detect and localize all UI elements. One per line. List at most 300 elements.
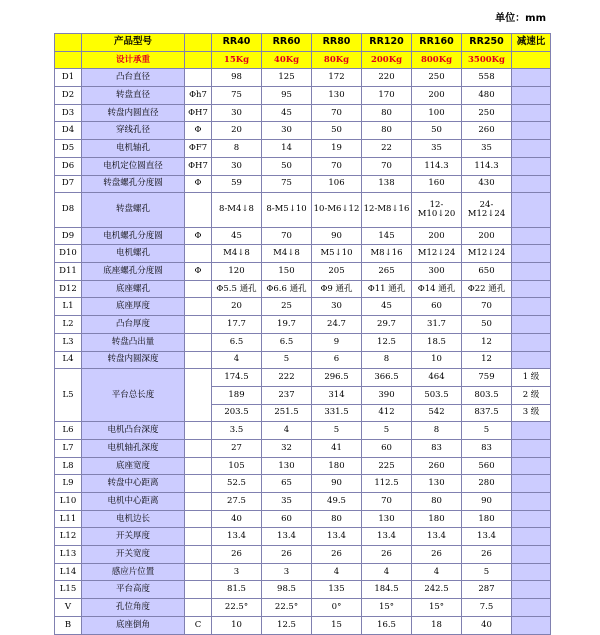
spec-row-l1	[55, 298, 551, 316]
row-value: 12	[462, 333, 512, 351]
row-value: 24.7	[312, 316, 362, 334]
row-tolerance	[185, 316, 212, 334]
row-value: 49.5	[312, 493, 362, 511]
row-code: D4	[55, 122, 82, 140]
row-name: 开关厚度	[82, 528, 185, 546]
row-value: 250	[412, 69, 462, 87]
spec-row-l10	[55, 493, 551, 511]
row-code: D11	[55, 263, 82, 281]
row-value: 50	[462, 316, 512, 334]
row-name: 底座螺孔	[82, 280, 185, 298]
spec-row-l13	[55, 546, 551, 564]
row-code: L10	[55, 493, 82, 511]
row-value: 30	[262, 122, 312, 140]
ratio-cell	[512, 422, 551, 440]
row-value: 205	[312, 263, 362, 281]
row-value: M4↓8	[212, 245, 262, 263]
row-value: Φ6.6 通孔	[262, 280, 312, 298]
row-tolerance	[185, 563, 212, 581]
row-tolerance: ΦH7	[185, 157, 212, 175]
row-value: 80	[362, 104, 412, 122]
row-value: 650	[462, 263, 512, 281]
spec-row-v	[55, 599, 551, 617]
row-code: D1	[55, 69, 82, 87]
row-value: 7.5	[462, 599, 512, 617]
row-value: 14	[262, 140, 312, 158]
row-value: Φ9 通孔	[312, 280, 362, 298]
row-value: 4	[262, 422, 312, 440]
row-value: 120	[212, 263, 262, 281]
ratio-cell	[512, 69, 551, 87]
row-value: Φ11 通孔	[362, 280, 412, 298]
row-value: 80	[312, 510, 362, 528]
load-value: 800Kg	[412, 51, 462, 69]
row-value: 29.7	[362, 316, 412, 334]
row-name: 电机定位圆直径	[82, 157, 185, 175]
row-value: 3.5	[212, 422, 262, 440]
row-name: 电机边长	[82, 510, 185, 528]
ratio-cell	[512, 475, 551, 493]
row-code: D2	[55, 87, 82, 105]
row-name: 转盘凸出量	[82, 333, 185, 351]
row-value: 759	[462, 369, 512, 387]
row-tolerance	[185, 510, 212, 528]
model-header-rr120: RR120	[362, 34, 412, 52]
spec-row-l7	[55, 439, 551, 457]
row-value: 184.5	[362, 581, 412, 599]
row-value: 98.5	[262, 581, 312, 599]
row-value: 27	[212, 439, 262, 457]
ratio-cell	[512, 316, 551, 334]
spec-row-d10	[55, 245, 551, 263]
row-value: M5↓10	[312, 245, 362, 263]
row-value: 200	[462, 227, 512, 245]
row-name: 感应片位置	[82, 563, 185, 581]
ratio-cell	[512, 280, 551, 298]
row-value: 50	[312, 122, 362, 140]
row-value: 8-M4↓8	[212, 193, 262, 228]
spec-row-d8	[55, 193, 551, 228]
ratio-cell	[512, 528, 551, 546]
spec-row-l15	[55, 581, 551, 599]
row-value: 59	[212, 175, 262, 193]
row-value: 50	[412, 122, 462, 140]
row-value: 237	[262, 386, 312, 404]
row-code: D12	[55, 280, 82, 298]
row-value: 560	[462, 457, 512, 475]
row-value: 10	[412, 351, 462, 369]
row-value: 45	[212, 227, 262, 245]
row-value: 130	[312, 87, 362, 105]
row-name: 孔位角度	[82, 599, 185, 617]
row-name: 穿线孔径	[82, 122, 185, 140]
row-tolerance	[185, 528, 212, 546]
row-value: 296.5	[312, 369, 362, 387]
row-value: 19	[312, 140, 362, 158]
row-value: 32	[262, 439, 312, 457]
row-code: L7	[55, 439, 82, 457]
row-value: 3	[212, 563, 262, 581]
row-value: 100	[412, 104, 462, 122]
spec-row-l4	[55, 351, 551, 369]
row-tolerance	[185, 193, 212, 228]
row-value: 52.5	[212, 475, 262, 493]
row-name: 转盘螺孔	[82, 193, 185, 228]
row-value: 12	[462, 351, 512, 369]
ratio-cell	[512, 51, 551, 69]
row-value: 8	[362, 351, 412, 369]
row-value: 60	[262, 510, 312, 528]
row-value: 105	[212, 457, 262, 475]
row-value: 70	[312, 104, 362, 122]
row-tolerance: Φ	[185, 122, 212, 140]
row-tolerance	[185, 546, 212, 564]
header-ratio-label: 减速比	[512, 34, 551, 52]
row-value: 81.5	[212, 581, 262, 599]
row-code: L15	[55, 581, 82, 599]
ratio-cell	[512, 510, 551, 528]
row-value: M8↓16	[362, 245, 412, 263]
row-value: 114.3	[412, 157, 462, 175]
row-name: 开关宽度	[82, 546, 185, 564]
row-value: 75	[212, 87, 262, 105]
row-value: 35	[412, 140, 462, 158]
row-tolerance: Φ	[185, 175, 212, 193]
row-value: 172	[312, 69, 362, 87]
row-value: 13.4	[312, 528, 362, 546]
ratio-cell	[512, 263, 551, 281]
load-value: 40Kg	[262, 51, 312, 69]
row-value: 180	[312, 457, 362, 475]
ratio-cell	[512, 193, 551, 228]
row-tolerance: Φh7	[185, 87, 212, 105]
ratio-cell	[512, 439, 551, 457]
row-value: 24-M12↓24	[462, 193, 512, 228]
row-code: L3	[55, 333, 82, 351]
row-name: 凸台直径	[82, 69, 185, 87]
row-value: 265	[362, 263, 412, 281]
row-value: 20	[212, 122, 262, 140]
row-value: 112.5	[362, 475, 412, 493]
row-value: 200	[412, 87, 462, 105]
row-code: L9	[55, 475, 82, 493]
row-name: 转盘直径	[82, 87, 185, 105]
row-value: 30	[212, 104, 262, 122]
row-value: 22.5°	[262, 599, 312, 617]
row-value: 5	[312, 422, 362, 440]
row-name: 转盘内圆直径	[82, 104, 185, 122]
ratio-cell	[512, 140, 551, 158]
row-value: 80	[412, 493, 462, 511]
row-value: 180	[412, 510, 462, 528]
spec-row-d3	[55, 104, 551, 122]
row-value: 27.5	[212, 493, 262, 511]
row-value: 18	[412, 616, 462, 634]
row-code: L1	[55, 298, 82, 316]
row-value: 6.5	[262, 333, 312, 351]
row-tolerance	[185, 475, 212, 493]
row-value: 412	[362, 404, 412, 422]
row-value: 135	[312, 581, 362, 599]
row-value: 222	[262, 369, 312, 387]
ratio-cell	[512, 227, 551, 245]
row-value: 40	[212, 510, 262, 528]
row-value: 35	[262, 493, 312, 511]
row-value: 83	[412, 439, 462, 457]
row-code: D7	[55, 175, 82, 193]
row-value: 26	[412, 546, 462, 564]
row-value: 366.5	[362, 369, 412, 387]
spec-row-d5	[55, 140, 551, 158]
load-value: 80Kg	[312, 51, 362, 69]
row-value: 300	[412, 263, 462, 281]
ratio-cell	[512, 546, 551, 564]
row-value: 45	[262, 104, 312, 122]
row-value: 430	[462, 175, 512, 193]
row-value: 9	[312, 333, 362, 351]
row-value: 50	[262, 157, 312, 175]
row-value: 125	[262, 69, 312, 87]
row-value: 70	[462, 298, 512, 316]
row-tolerance	[185, 457, 212, 475]
spec-row-l3	[55, 333, 551, 351]
row-name: 底座厚度	[82, 298, 185, 316]
row-tolerance: C	[185, 616, 212, 634]
row-code: L12	[55, 528, 82, 546]
row-value: 130	[412, 475, 462, 493]
row-name: 底座倒角	[82, 616, 185, 634]
row-name: 电机螺孔分度圆	[82, 227, 185, 245]
row-value: 26	[312, 546, 362, 564]
spec-row-l2	[55, 316, 551, 334]
row-code: L8	[55, 457, 82, 475]
row-value: M12↓24	[462, 245, 512, 263]
spec-row-d9	[55, 227, 551, 245]
row-value: 15	[312, 616, 362, 634]
row-value: 13.4	[212, 528, 262, 546]
row-name: 底座宽度	[82, 457, 185, 475]
spec-row-l8	[55, 457, 551, 475]
row-name: 电机中心距离	[82, 493, 185, 511]
ratio-cell	[512, 563, 551, 581]
row-tolerance: ΦH7	[185, 104, 212, 122]
ratio-cell	[512, 122, 551, 140]
load-blank-cell	[185, 51, 212, 69]
row-code: V	[55, 599, 82, 617]
row-code: L13	[55, 546, 82, 564]
row-value: 130	[262, 457, 312, 475]
row-value: 16.5	[362, 616, 412, 634]
row-tolerance: ΦF7	[185, 140, 212, 158]
spec-row-d1	[55, 69, 551, 87]
row-value: 6	[312, 351, 362, 369]
spec-row-d12	[55, 280, 551, 298]
row-tolerance	[185, 439, 212, 457]
spec-row-d7	[55, 175, 551, 193]
row-value: 12-M10↓20	[412, 193, 462, 228]
row-name: 转盘中心距离	[82, 475, 185, 493]
header-row	[55, 34, 551, 52]
row-tolerance	[185, 493, 212, 511]
row-value: 160	[412, 175, 462, 193]
row-code: D3	[55, 104, 82, 122]
row-value: 12.5	[362, 333, 412, 351]
spec-row-l11	[55, 510, 551, 528]
row-value: 12-M8↓16	[362, 193, 412, 228]
ratio-cell	[512, 616, 551, 634]
row-value: 260	[412, 457, 462, 475]
row-tolerance: Φ	[185, 263, 212, 281]
row-code: L4	[55, 351, 82, 369]
row-value: 4	[312, 563, 362, 581]
row-value: 90	[312, 227, 362, 245]
row-value: 558	[462, 69, 512, 87]
row-value: 6.5	[212, 333, 262, 351]
row-value: 220	[362, 69, 412, 87]
row-value: 130	[362, 510, 412, 528]
ratio-cell	[512, 333, 551, 351]
row-value: 90	[462, 493, 512, 511]
row-code: L5	[55, 369, 82, 422]
row-value: 30	[312, 298, 362, 316]
ratio-cell	[512, 157, 551, 175]
row-value: 18.5	[412, 333, 462, 351]
ratio-level: 3 级	[512, 404, 551, 422]
load-value: 3500Kg	[462, 51, 512, 69]
row-value: 95	[262, 87, 312, 105]
spec-row-d6	[55, 157, 551, 175]
row-value: 200	[412, 227, 462, 245]
row-value: 250	[462, 104, 512, 122]
row-tolerance	[185, 422, 212, 440]
row-value: 35	[462, 140, 512, 158]
load-value: 15Kg	[212, 51, 262, 69]
row-value: 203.5	[212, 404, 262, 422]
row-value: 60	[362, 439, 412, 457]
row-name: 电机螺孔	[82, 245, 185, 263]
row-code: D8	[55, 193, 82, 228]
spec-row-b	[55, 616, 551, 634]
spec-table	[54, 33, 551, 635]
row-value: 138	[362, 175, 412, 193]
row-value: 83	[462, 439, 512, 457]
row-value: 145	[362, 227, 412, 245]
row-value: 0°	[312, 599, 362, 617]
row-value: 41	[312, 439, 362, 457]
row-value: 8-M5↓10	[262, 193, 312, 228]
load-label: 设计承重	[82, 51, 185, 69]
row-tolerance	[185, 333, 212, 351]
spec-row-l5-1	[55, 369, 551, 387]
load-blank-cell	[55, 51, 82, 69]
row-value: 19.7	[262, 316, 312, 334]
spec-row-l12	[55, 528, 551, 546]
row-value: 75	[262, 175, 312, 193]
row-name: 电机凸台深度	[82, 422, 185, 440]
row-code: L11	[55, 510, 82, 528]
header-model-label: 产品型号	[82, 34, 185, 52]
row-tolerance	[185, 581, 212, 599]
row-value: 4	[362, 563, 412, 581]
model-header-rr40: RR40	[212, 34, 262, 52]
row-tolerance	[185, 599, 212, 617]
row-value: 3	[262, 563, 312, 581]
row-value: 225	[362, 457, 412, 475]
row-name: 底座螺孔分度圆	[82, 263, 185, 281]
row-value: 25	[262, 298, 312, 316]
row-value: 26	[262, 546, 312, 564]
ratio-cell	[512, 493, 551, 511]
row-value: 31.7	[412, 316, 462, 334]
load-value: 200Kg	[362, 51, 412, 69]
spec-row-l6	[55, 422, 551, 440]
model-header-rr80: RR80	[312, 34, 362, 52]
row-tolerance	[185, 298, 212, 316]
row-value: 40	[462, 616, 512, 634]
ratio-cell	[512, 457, 551, 475]
row-value: 4	[212, 351, 262, 369]
spec-row-l9	[55, 475, 551, 493]
row-value: Φ14 通孔	[412, 280, 462, 298]
row-value: 70	[262, 227, 312, 245]
row-value: 114.3	[462, 157, 512, 175]
row-value: 8	[412, 422, 462, 440]
ratio-cell	[512, 104, 551, 122]
row-value: 331.5	[312, 404, 362, 422]
row-value: 80	[362, 122, 412, 140]
row-value: 13.4	[412, 528, 462, 546]
row-value: 503.5	[412, 386, 462, 404]
row-value: 464	[412, 369, 462, 387]
row-value: 5	[362, 422, 412, 440]
row-value: 15°	[362, 599, 412, 617]
model-header-rr160: RR160	[412, 34, 462, 52]
row-name: 电机轴孔	[82, 140, 185, 158]
row-tolerance	[185, 369, 212, 422]
row-value: M4↓8	[262, 245, 312, 263]
row-value: 803.5	[462, 386, 512, 404]
row-value: 5	[262, 351, 312, 369]
row-value: 174.5	[212, 369, 262, 387]
row-value: 22	[362, 140, 412, 158]
row-value: 70	[362, 157, 412, 175]
row-code: D10	[55, 245, 82, 263]
ratio-cell	[512, 87, 551, 105]
row-value: 10-M6↓12	[312, 193, 362, 228]
header-blank-cell	[55, 34, 82, 52]
row-value: 837.5	[462, 404, 512, 422]
row-value: 13.4	[262, 528, 312, 546]
row-value: 287	[462, 581, 512, 599]
row-value: 106	[312, 175, 362, 193]
row-value: 242.5	[412, 581, 462, 599]
row-value: 4	[412, 563, 462, 581]
spec-row-d11	[55, 263, 551, 281]
row-value: Φ22 通孔	[462, 280, 512, 298]
model-header-rr60: RR60	[262, 34, 312, 52]
row-name: 电机轴孔深度	[82, 439, 185, 457]
row-tolerance	[185, 351, 212, 369]
ratio-level: 2 级	[512, 386, 551, 404]
unit-label: 单位：mm	[495, 13, 546, 24]
row-value: 150	[262, 263, 312, 281]
row-value: 30	[212, 157, 262, 175]
row-name: 凸台厚度	[82, 316, 185, 334]
row-value: 26	[462, 546, 512, 564]
row-name: 转盘螺孔分度圆	[82, 175, 185, 193]
row-name: 平台高度	[82, 581, 185, 599]
row-value: 26	[362, 546, 412, 564]
